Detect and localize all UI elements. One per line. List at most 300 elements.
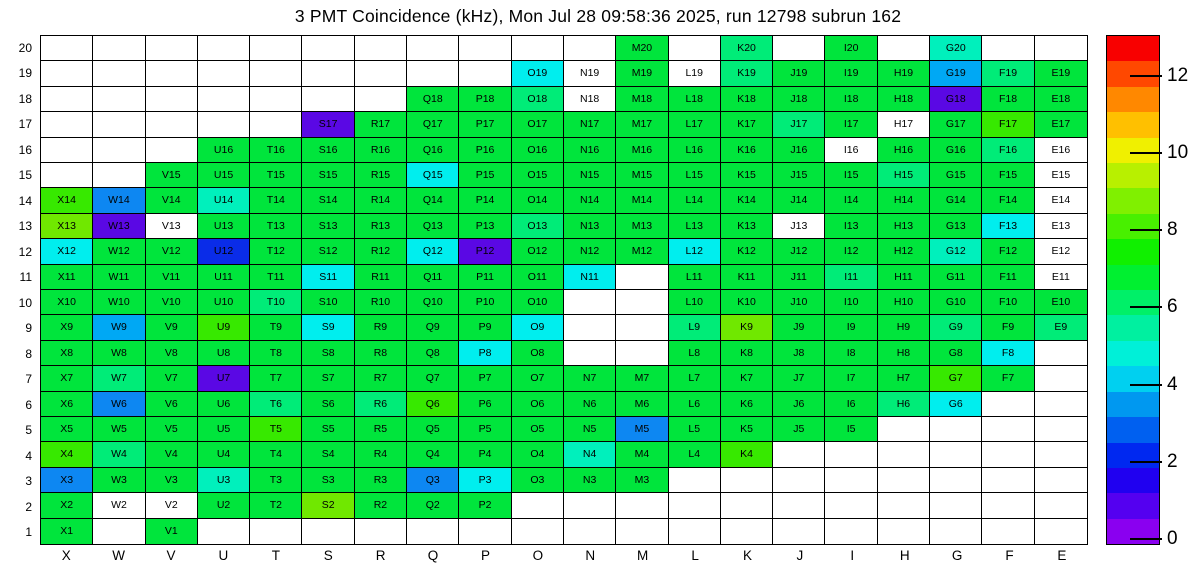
- heatmap-cell: H16: [878, 138, 930, 163]
- row-label: 6: [25, 397, 32, 412]
- heatmap-cell: V12: [146, 239, 198, 264]
- heatmap-cell: [407, 36, 459, 61]
- heatmap-cell: Q4: [407, 442, 459, 467]
- heatmap-cell: S9: [302, 315, 354, 340]
- heatmap-cell: X11: [41, 265, 93, 290]
- heatmap-cell: [41, 138, 93, 163]
- heatmap-cell: I5: [825, 417, 877, 442]
- heatmap-cell: P2: [459, 493, 511, 518]
- page-title: 3 PMT Coincidence (kHz), Mon Jul 28 09:58:36 2025, run 12798 subrun 162: [294, 6, 902, 26]
- heatmap-cell: P3: [459, 468, 511, 493]
- heatmap-cell: L17: [669, 112, 721, 137]
- heatmap-cell: M4: [616, 442, 668, 467]
- row-label: 1: [25, 525, 32, 540]
- heatmap-cell: R11: [355, 265, 407, 290]
- heatmap-cell: W3: [93, 468, 145, 493]
- heatmap-cell: K5: [721, 417, 773, 442]
- column-label: N: [585, 548, 596, 563]
- heatmap-cell: H8: [878, 341, 930, 366]
- heatmap-cell: H11: [878, 265, 930, 290]
- heatmap-cell: M16: [616, 138, 668, 163]
- colorbar-tick-label: 6: [1167, 296, 1178, 318]
- colorbar-segment: [1107, 392, 1159, 417]
- heatmap-cell: W10: [93, 290, 145, 315]
- heatmap-cell: [146, 36, 198, 61]
- heatmap-cell: N6: [564, 392, 616, 417]
- heatmap-cell: T5: [250, 417, 302, 442]
- heatmap-cell: L15: [669, 163, 721, 188]
- heatmap-cell: N14: [564, 188, 616, 213]
- heatmap-cell: I6: [825, 392, 877, 417]
- heatmap-cell: [1035, 493, 1087, 518]
- heatmap-cell: [93, 61, 145, 86]
- heatmap-cell: U5: [198, 417, 250, 442]
- heatmap-cell: R6: [355, 392, 407, 417]
- heatmap-cell: P15: [459, 163, 511, 188]
- heatmap-cell: [825, 442, 877, 467]
- heatmap-cell: Q15: [407, 163, 459, 188]
- heatmap-cell: [512, 519, 564, 544]
- heatmap-cell: K16: [721, 138, 773, 163]
- heatmap-cell: [302, 61, 354, 86]
- column-label: W: [112, 548, 125, 563]
- heatmap-cell: T13: [250, 214, 302, 239]
- heatmap-cell: M5: [616, 417, 668, 442]
- heatmap-cell: O9: [512, 315, 564, 340]
- heatmap-cell: [198, 61, 250, 86]
- heatmap-cell: J9: [773, 315, 825, 340]
- heatmap-cell: [93, 138, 145, 163]
- heatmap-cell: X5: [41, 417, 93, 442]
- heatmap-cell: [1035, 392, 1087, 417]
- heatmap-cell: U4: [198, 442, 250, 467]
- heatmap-cell: [564, 315, 616, 340]
- heatmap-cell: [930, 519, 982, 544]
- heatmap-cell: Q2: [407, 493, 459, 518]
- heatmap-cell: R7: [355, 366, 407, 391]
- heatmap-cell: X10: [41, 290, 93, 315]
- heatmap-cell: R14: [355, 188, 407, 213]
- heatmap-cell: [93, 519, 145, 544]
- heatmap-cell: [355, 61, 407, 86]
- heatmap-cell: I18: [825, 87, 877, 112]
- heatmap-cell: E14: [1035, 188, 1087, 213]
- heatmap-cell: P8: [459, 341, 511, 366]
- heatmap-cell: [564, 290, 616, 315]
- heatmap-cell: H14: [878, 188, 930, 213]
- row-label: 19: [18, 66, 32, 81]
- heatmap-cell: K15: [721, 163, 773, 188]
- heatmap-cell: R3: [355, 468, 407, 493]
- heatmap-cell: [302, 87, 354, 112]
- heatmap-cell: H7: [878, 366, 930, 391]
- heatmap-cell: [93, 163, 145, 188]
- heatmap-cell: T9: [250, 315, 302, 340]
- heatmap-cell: [616, 519, 668, 544]
- row-label: 9: [25, 321, 32, 336]
- heatmap-cell: [616, 290, 668, 315]
- colorbar-segment: [1107, 214, 1159, 239]
- heatmap-cell: S4: [302, 442, 354, 467]
- heatmap-cell: T2: [250, 493, 302, 518]
- heatmap-cell: O12: [512, 239, 564, 264]
- heatmap-cell: [93, 87, 145, 112]
- heatmap-cell: U7: [198, 366, 250, 391]
- heatmap-cell: [146, 138, 198, 163]
- heatmap-cell: R13: [355, 214, 407, 239]
- heatmap-cell: S13: [302, 214, 354, 239]
- heatmap-cell: W14: [93, 188, 145, 213]
- heatmap-cell: Q14: [407, 188, 459, 213]
- heatmap-cell: T10: [250, 290, 302, 315]
- heatmap-cell: P16: [459, 138, 511, 163]
- heatmap-cell: Q11: [407, 265, 459, 290]
- heatmap-cell: [198, 36, 250, 61]
- heatmap-cell: E10: [1035, 290, 1087, 315]
- heatmap-cell: [198, 87, 250, 112]
- heatmap-cell: S7: [302, 366, 354, 391]
- heatmap-cell: I20: [825, 36, 877, 61]
- heatmap-cell: V14: [146, 188, 198, 213]
- heatmap-cell: S15: [302, 163, 354, 188]
- heatmap-cell: L14: [669, 188, 721, 213]
- heatmap-cell: F15: [982, 163, 1034, 188]
- heatmap-cell: E18: [1035, 87, 1087, 112]
- heatmap-cell: M13: [616, 214, 668, 239]
- heatmap-cell: V5: [146, 417, 198, 442]
- heatmap-cell: [721, 493, 773, 518]
- colorbar-tick-line: [1130, 152, 1162, 154]
- heatmap-cell: H10: [878, 290, 930, 315]
- heatmap-cell: O7: [512, 366, 564, 391]
- heatmap-cell: I19: [825, 61, 877, 86]
- heatmap-cell: U3: [198, 468, 250, 493]
- heatmap-cell: L6: [669, 392, 721, 417]
- heatmap-cell: H12: [878, 239, 930, 264]
- heatmap-cell: [1035, 468, 1087, 493]
- heatmap-cell: J18: [773, 87, 825, 112]
- heatmap-cell: I17: [825, 112, 877, 137]
- heatmap-cell: [825, 493, 877, 518]
- heatmap-cell: U12: [198, 239, 250, 264]
- heatmap-cell: R9: [355, 315, 407, 340]
- row-label: 10: [18, 295, 32, 310]
- heatmap-cell: H6: [878, 392, 930, 417]
- heatmap-cell: [459, 61, 511, 86]
- heatmap-cell: X6: [41, 392, 93, 417]
- heatmap-cell: S16: [302, 138, 354, 163]
- heatmap-cell: [825, 519, 877, 544]
- column-label: V: [166, 548, 176, 563]
- column-label: I: [850, 548, 855, 563]
- heatmap-cell: [982, 519, 1034, 544]
- heatmap-cell: [773, 468, 825, 493]
- colorbar-tick-label: 8: [1167, 219, 1178, 241]
- heatmap-cell: Q18: [407, 87, 459, 112]
- heatmap-cell: U10: [198, 290, 250, 315]
- heatmap-cell: [512, 36, 564, 61]
- heatmap-cell: J7: [773, 366, 825, 391]
- heatmap-cell: N19: [564, 61, 616, 86]
- heatmap-cell: E19: [1035, 61, 1087, 86]
- heatmap-cell: U14: [198, 188, 250, 213]
- heatmap-cell: S2: [302, 493, 354, 518]
- heatmap-cell: Q13: [407, 214, 459, 239]
- row-label: 18: [18, 91, 32, 106]
- heatmap-cell: S11: [302, 265, 354, 290]
- heatmap-cell: O10: [512, 290, 564, 315]
- heatmap-cell: G15: [930, 163, 982, 188]
- heatmap-cell: N12: [564, 239, 616, 264]
- heatmap-cell: S8: [302, 341, 354, 366]
- heatmap-cell: X7: [41, 366, 93, 391]
- heatmap-cell: S17: [302, 112, 354, 137]
- heatmap-cell: [982, 468, 1034, 493]
- heatmap-cell: L4: [669, 442, 721, 467]
- heatmap-cell: P13: [459, 214, 511, 239]
- heatmap-cell: M6: [616, 392, 668, 417]
- heatmap-cell: [982, 417, 1034, 442]
- heatmap-cell: L18: [669, 87, 721, 112]
- heatmap-cell: J17: [773, 112, 825, 137]
- heatmap-cell: [1035, 519, 1087, 544]
- heatmap-cell: [773, 442, 825, 467]
- heatmap-cell: F11: [982, 265, 1034, 290]
- heatmap-cell: R8: [355, 341, 407, 366]
- heatmap-cell: N13: [564, 214, 616, 239]
- heatmap-cell: [669, 519, 721, 544]
- heatmap-cell: [459, 519, 511, 544]
- heatmap-cell: W4: [93, 442, 145, 467]
- heatmap-cell: W5: [93, 417, 145, 442]
- heatmap-cell: X12: [41, 239, 93, 264]
- colorbar-tick-line: [1130, 229, 1162, 231]
- heatmap-cell: N17: [564, 112, 616, 137]
- heatmap-cell: J13: [773, 214, 825, 239]
- heatmap-cell: Q9: [407, 315, 459, 340]
- y-axis-row-labels: [0, 35, 34, 545]
- heatmap-cell: W12: [93, 239, 145, 264]
- heatmap-cell: O11: [512, 265, 564, 290]
- heatmap-cell: T8: [250, 341, 302, 366]
- heatmap-cell: [355, 36, 407, 61]
- colorbar-segment: [1107, 239, 1159, 264]
- heatmap-cell: I8: [825, 341, 877, 366]
- heatmap-cell: E11: [1035, 265, 1087, 290]
- heatmap-cell: K7: [721, 366, 773, 391]
- heatmap-cell: [146, 112, 198, 137]
- heatmap-cell: E12: [1035, 239, 1087, 264]
- colorbar-segment: [1107, 417, 1159, 442]
- heatmap-cell: Q5: [407, 417, 459, 442]
- heatmap-cell: [250, 87, 302, 112]
- heatmap-cell: [41, 61, 93, 86]
- heatmap-cell: I11: [825, 265, 877, 290]
- heatmap-cell: W6: [93, 392, 145, 417]
- heatmap-cell: W7: [93, 366, 145, 391]
- heatmap-cell: O5: [512, 417, 564, 442]
- heatmap-cell: U2: [198, 493, 250, 518]
- heatmap-cell: K8: [721, 341, 773, 366]
- heatmap-cell: E9: [1035, 315, 1087, 340]
- heatmap-cell: E13: [1035, 214, 1087, 239]
- heatmap-cell: F8: [982, 341, 1034, 366]
- heatmap-cell: E16: [1035, 138, 1087, 163]
- heatmap-grid: [40, 35, 1088, 545]
- heatmap-cell: [773, 493, 825, 518]
- heatmap-cell: E15: [1035, 163, 1087, 188]
- heatmap-cell: O19: [512, 61, 564, 86]
- heatmap-cell: [773, 36, 825, 61]
- heatmap-cell: I14: [825, 188, 877, 213]
- row-label: 12: [18, 244, 32, 259]
- heatmap-cell: L10: [669, 290, 721, 315]
- row-label: 2: [25, 499, 32, 514]
- heatmap-cell: T4: [250, 442, 302, 467]
- heatmap-cell: L16: [669, 138, 721, 163]
- heatmap-cell: S5: [302, 417, 354, 442]
- heatmap-cell: J16: [773, 138, 825, 163]
- heatmap-cell: [93, 112, 145, 137]
- heatmap-cell: [198, 519, 250, 544]
- heatmap-cell: [1035, 442, 1087, 467]
- heatmap-cell: J12: [773, 239, 825, 264]
- heatmap-cell: J5: [773, 417, 825, 442]
- heatmap-cell: Q16: [407, 138, 459, 163]
- heatmap-cell: W2: [93, 493, 145, 518]
- heatmap-cell: R5: [355, 417, 407, 442]
- column-label: R: [375, 548, 386, 563]
- heatmap-cell: [41, 112, 93, 137]
- heatmap-cell: N15: [564, 163, 616, 188]
- heatmap-cell: [512, 493, 564, 518]
- heatmap-cell: V9: [146, 315, 198, 340]
- heatmap-cell: [878, 519, 930, 544]
- column-label: J: [796, 548, 804, 563]
- heatmap-cell: F13: [982, 214, 1034, 239]
- heatmap-cell: [146, 87, 198, 112]
- heatmap-cell: J19: [773, 61, 825, 86]
- heatmap-cell: K19: [721, 61, 773, 86]
- heatmap-cell: G18: [930, 87, 982, 112]
- column-label: X: [61, 548, 71, 563]
- heatmap-cell: N18: [564, 87, 616, 112]
- row-label: 7: [25, 372, 32, 387]
- heatmap-cell: X3: [41, 468, 93, 493]
- heatmap-cell: L8: [669, 341, 721, 366]
- heatmap-cell: N16: [564, 138, 616, 163]
- colorbar-tick-label: 10: [1167, 141, 1189, 163]
- heatmap-cell: G8: [930, 341, 982, 366]
- heatmap-cell: T15: [250, 163, 302, 188]
- heatmap-cell: V1: [146, 519, 198, 544]
- heatmap-cell: [564, 341, 616, 366]
- heatmap-cell: M19: [616, 61, 668, 86]
- heatmap-cell: W13: [93, 214, 145, 239]
- heatmap-cell: P12: [459, 239, 511, 264]
- heatmap-cell: [564, 519, 616, 544]
- heatmap-cell: E17: [1035, 112, 1087, 137]
- colorbar-tick-label: 2: [1167, 450, 1178, 472]
- colorbar-segment: [1107, 366, 1159, 391]
- heatmap-cell: [1035, 366, 1087, 391]
- colorbar-tick-line: [1130, 384, 1162, 386]
- heatmap-cell: I9: [825, 315, 877, 340]
- heatmap-cell: V11: [146, 265, 198, 290]
- heatmap-cell: P5: [459, 417, 511, 442]
- heatmap-cell: M7: [616, 366, 668, 391]
- heatmap-cell: M12: [616, 239, 668, 264]
- heatmap-cell: [198, 112, 250, 137]
- colorbar-segment: [1107, 138, 1159, 163]
- heatmap-cell: R16: [355, 138, 407, 163]
- heatmap-cell: K6: [721, 392, 773, 417]
- colorbar-segment: [1107, 163, 1159, 188]
- heatmap-cell: S10: [302, 290, 354, 315]
- heatmap-cell: K9: [721, 315, 773, 340]
- heatmap-cell: K12: [721, 239, 773, 264]
- colorbar-segment: [1107, 265, 1159, 290]
- heatmap-cell: G19: [930, 61, 982, 86]
- heatmap-cell: G17: [930, 112, 982, 137]
- heatmap-cell: [878, 36, 930, 61]
- heatmap-cell: [41, 87, 93, 112]
- heatmap-cell: R4: [355, 442, 407, 467]
- colorbar-segment: [1107, 315, 1159, 340]
- colorbar-segment: [1107, 87, 1159, 112]
- heatmap-cell: G16: [930, 138, 982, 163]
- heatmap-cell: [302, 36, 354, 61]
- heatmap-cell: K14: [721, 188, 773, 213]
- heatmap-cell: H19: [878, 61, 930, 86]
- heatmap-cell: M20: [616, 36, 668, 61]
- heatmap-cell: G12: [930, 239, 982, 264]
- heatmap-cell: S3: [302, 468, 354, 493]
- heatmap-cell: T14: [250, 188, 302, 213]
- column-label: K: [742, 548, 752, 563]
- heatmap-cell: J14: [773, 188, 825, 213]
- heatmap-cell: R17: [355, 112, 407, 137]
- heatmap-cell: Q8: [407, 341, 459, 366]
- heatmap-cell: [669, 468, 721, 493]
- heatmap-cell: N3: [564, 468, 616, 493]
- heatmap-cell: O15: [512, 163, 564, 188]
- heatmap-cell: Q3: [407, 468, 459, 493]
- column-label: L: [691, 548, 699, 563]
- heatmap-cell: G14: [930, 188, 982, 213]
- heatmap-cell: [982, 36, 1034, 61]
- heatmap-cell: R2: [355, 493, 407, 518]
- heatmap-cell: Q6: [407, 392, 459, 417]
- heatmap-cell: L11: [669, 265, 721, 290]
- heatmap-cell: U9: [198, 315, 250, 340]
- heatmap-cell: G13: [930, 214, 982, 239]
- heatmap-cell: Q10: [407, 290, 459, 315]
- heatmap-cell: [878, 417, 930, 442]
- heatmap-cell: Q12: [407, 239, 459, 264]
- colorbar-tick-line: [1130, 461, 1162, 463]
- heatmap-cell: G7: [930, 366, 982, 391]
- colorbar-segment: [1107, 443, 1159, 468]
- colorbar-tick-label: 12: [1167, 64, 1189, 86]
- row-label: 11: [19, 270, 32, 285]
- heatmap-cell: T6: [250, 392, 302, 417]
- heatmap-cell: [721, 468, 773, 493]
- heatmap-cell: V15: [146, 163, 198, 188]
- heatmap-cell: [250, 36, 302, 61]
- heatmap-cell: N7: [564, 366, 616, 391]
- heatmap-cell: [616, 493, 668, 518]
